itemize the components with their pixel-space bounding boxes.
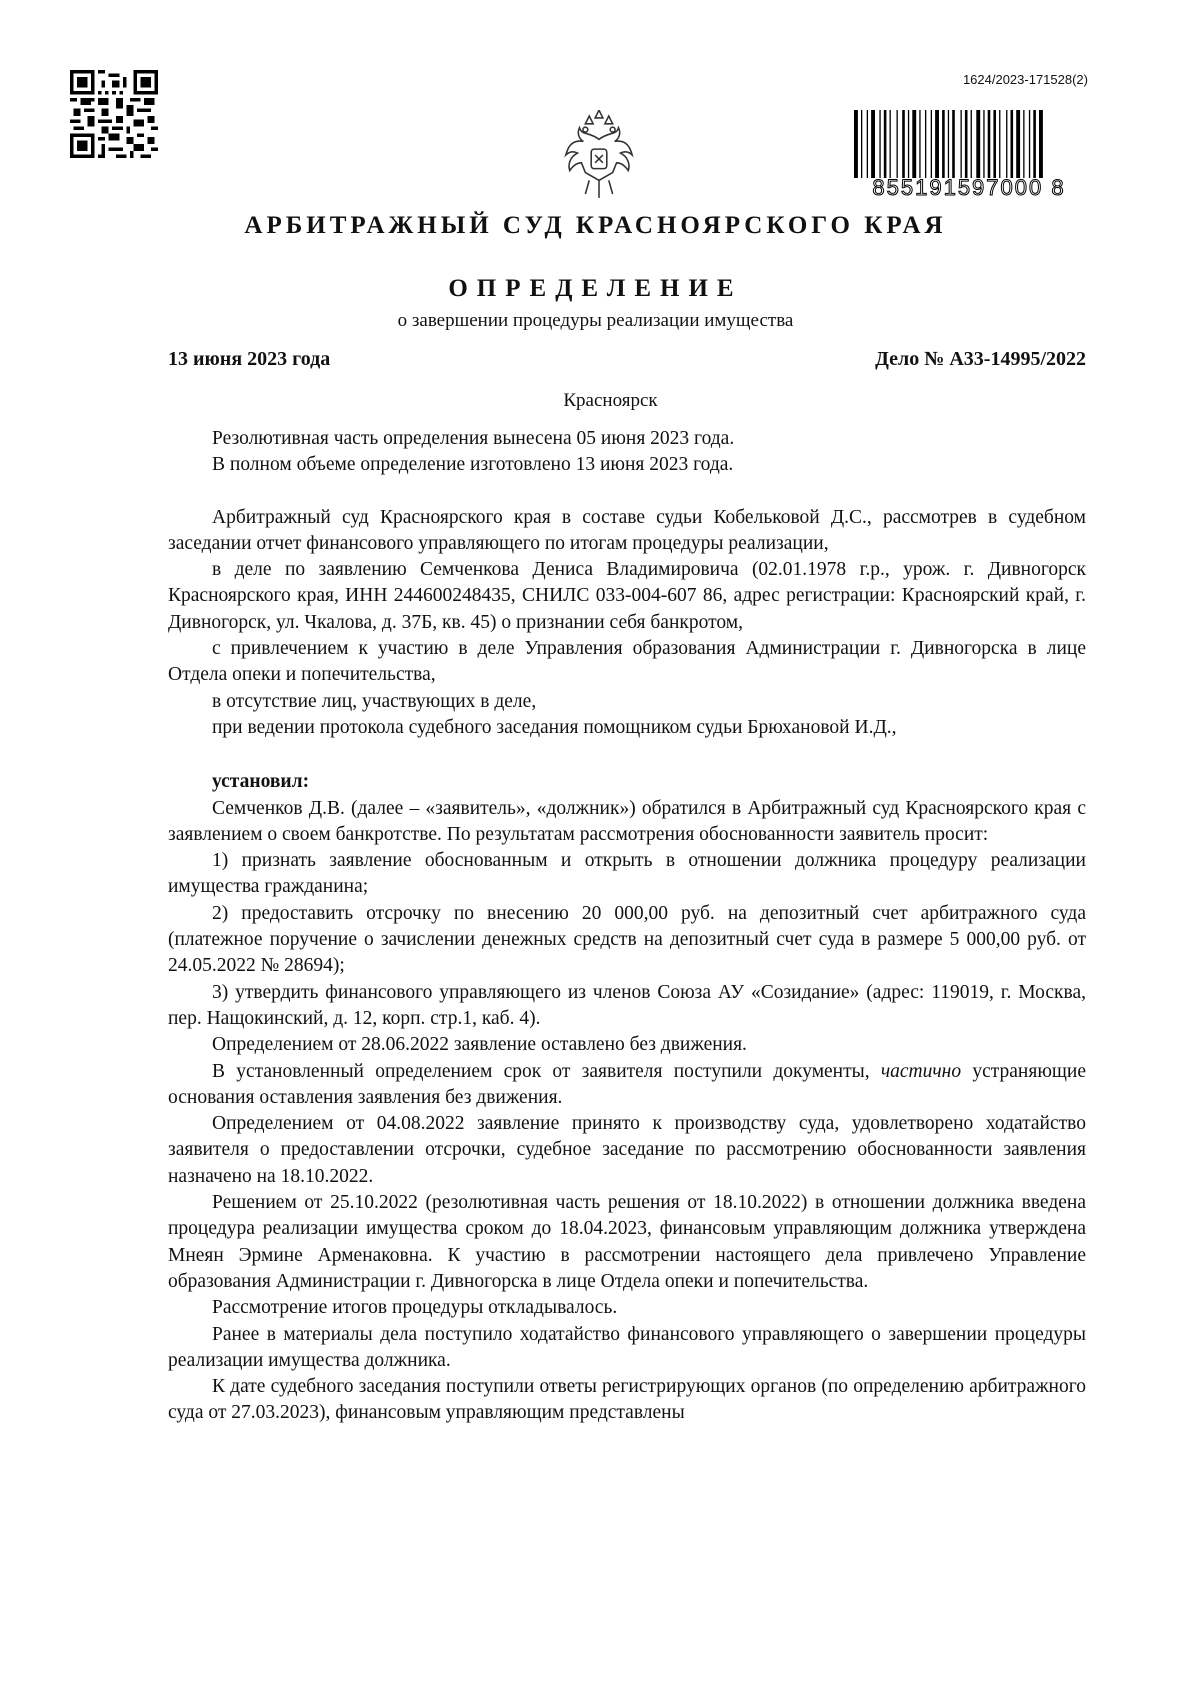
document-body: [168, 426, 1086, 1427]
case-number: Дело № А33-14995/2022: [875, 348, 1086, 370]
preamble-paragraph: при ведении протокола судебного заседания помощником судьи Брюхановой И.Д.,: [212, 716, 897, 738]
body-paragraph: Ранее в материалы дела поступило ходатайство финансового управляющего о завершении процедуры реализации имущества должника.: [168, 1323, 1086, 1371]
body-paragraph: Определением от 04.08.2022 заявление принято к производству суда, удовлетворено ходатайство заявителя о предоставлении отсрочки, судебное заседание по рассмотрению обоснованности заявления назначено на 18.10.2022.: [168, 1113, 1086, 1187]
barcode-number: 855191597000 8: [872, 175, 1066, 200]
document-type: ОПРЕДЕЛЕНИЕ: [448, 275, 743, 302]
intro-paragraph: В полном объеме определение изготовлено 13 июня 2023 года.: [212, 454, 734, 476]
intro-paragraph: Резолютивная часть определения вынесена 05 июня 2023 года.: [212, 428, 735, 449]
text-span: В установленный определением срок от заявителя поступили документы,: [212, 1060, 881, 1082]
preamble-paragraph: Арбитражный суд Красноярского края в составе судьи Кобельковой Д.С., рассмотрев в судебном заседании отчет финансового управляющего по итогам процедуры реализации,: [168, 506, 1086, 554]
body-paragraph: Решением от 25.10.2022 (резолютивная часть решения от 18.10.2022) в отношении должника введена процедура реализации имущества сроком до 18.04.2023, финансовым управляющим должника утверждена Мнеян Эрмине Арменаковна. К участию в рассмотрении настоящего дела привлечено Управление образования Администрации г. Дивногорска в лице Отдела опеки и попечительства.: [168, 1192, 1086, 1292]
established-heading: установил:: [212, 771, 310, 793]
body-paragraph: К дате судебного заседания поступили ответы регистрирующих органов (по определению арбитражного суда от 27.03.2023), финансовым управляющим представлены: [168, 1376, 1086, 1424]
body-paragraph: 1) признать заявление обоснованным и открыть в отношении должника процедуру реализации имущества гражданина;: [168, 850, 1086, 898]
document-number: 1624/2023-171528(2): [962, 72, 1088, 87]
body-paragraph: Семченков Д.В. (далее – «заявитель», «должник») обратился в Арбитражный суд Красноярского края с заявлением о своем банкротстве. По результатам рассмотрения обоснованности заявитель просит:: [168, 797, 1086, 845]
coat-of-arms-icon: [560, 110, 638, 200]
italic-text: частично: [880, 1060, 962, 1082]
qr-code: [70, 70, 158, 158]
body-paragraph: Определением от 28.06.2022 заявление оставлено без движения.: [212, 1034, 747, 1056]
court-name: АРБИТРАЖНЫЙ СУД КРАСНОЯРСКОГО КРАЯ: [244, 212, 947, 239]
text-span: устраняющие основания оставления заявления без движения.: [168, 1060, 1086, 1108]
city: Красноярск: [563, 390, 658, 411]
document-subtitle: о завершении процедуры реализации имущества: [397, 310, 794, 331]
body-paragraph: 3) утвердить финансового управляющего из членов Союза АУ «Созидание» (адрес: 119019, г. Москва, пер. Нащокинский, д. 12, корп. стр.1, каб. 4).: [168, 981, 1086, 1029]
preamble-paragraph: с привлечением к участию в деле Управления образования Администрации г. Дивногорска в лице Отдела опеки и попечительства,: [168, 638, 1086, 686]
body-paragraph: 2) предоставить отсрочку по внесению 20 000,00 руб. на депозитный счет арбитражного суда (платежное поручение о зачислении денежных средств на депозитный счет суда в размере 5 000,00 руб. от 24.05.2022 № 28694);: [168, 902, 1086, 977]
body-paragraph: Рассмотрение итогов процедуры откладывалось.: [212, 1297, 618, 1319]
preamble-paragraph: в отсутствие лиц, участвующих в деле,: [212, 690, 537, 712]
preamble-paragraph: в деле по заявлению Семченкова Дениса Владимировича (02.01.1978 г.р., урож. г. Дивногорск Красноярского края, ИНН 244600248435, СНИЛС 033-004-607 86, адрес регистрации: Красноярский край, г. Дивногорск, ул. Чкалова, д. 37Б, кв. 45) о признании себя банкротом,: [168, 559, 1086, 633]
document-date: 13 июня 2023 года: [168, 348, 331, 370]
body-paragraph: [168, 1059, 1086, 1112]
